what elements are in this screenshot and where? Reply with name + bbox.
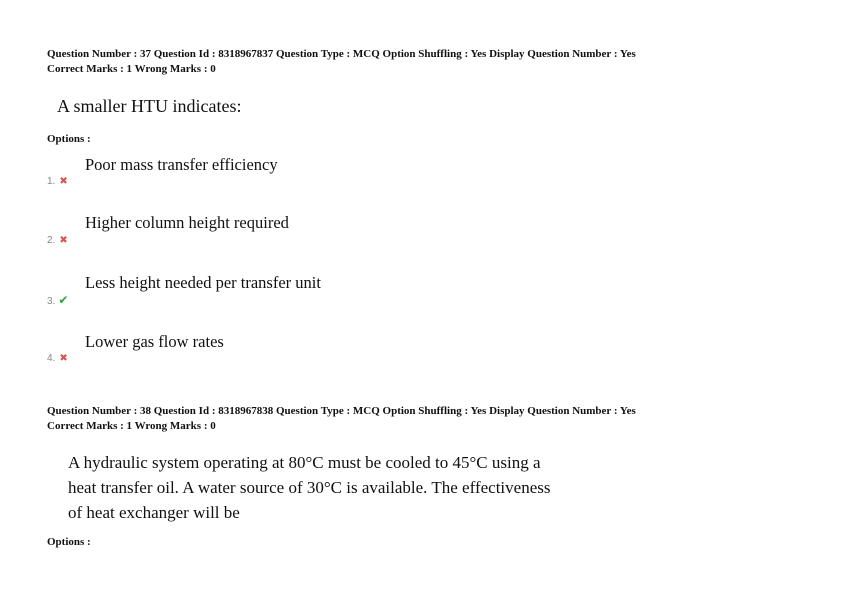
question-38-options-label: Options : (47, 536, 91, 548)
option-4-text: Lower gas flow rates (85, 332, 224, 351)
cross-icon: ✖ (59, 353, 68, 364)
option-4-marker (47, 353, 68, 364)
question-37-text: A smaller HTU indicates: (57, 96, 242, 116)
question-37-options-label: Options : (47, 133, 91, 145)
question-38-meta (47, 404, 636, 434)
option-4-number: 4. (47, 353, 56, 364)
question-38-line-1: A hydraulic system operating at 80°C must be cooled to 45°C using a (68, 453, 541, 472)
question-37-meta (47, 47, 636, 77)
question-38-line-2: heat transfer oil. A water source of 30°C is available. The effectiveness (68, 478, 551, 497)
option-2-marker (47, 235, 68, 246)
cross-icon: ✖ (59, 176, 68, 187)
option-2-number: 2. (47, 235, 56, 246)
question-38-text (68, 450, 550, 525)
question-37-header: Question Number : 37 Question Id : 8318967837 Question Type : MCQ Option Shuffling : Yes Display Question Number : Yes (47, 48, 636, 60)
option-2-text: Higher column height required (85, 213, 289, 232)
question-38-line-3: of heat exchanger will be (68, 503, 240, 522)
option-1-text: Poor mass transfer efficiency (85, 155, 278, 174)
option-3-marker (47, 293, 68, 307)
option-1-marker (47, 176, 68, 187)
question-38-header: Question Number : 38 Question Id : 8318967838 Question Type : MCQ Option Shuffling : Yes Display Question Number : Yes (47, 405, 636, 417)
option-3-text: Less height needed per transfer unit (85, 273, 321, 292)
cross-icon: ✖ (59, 235, 68, 246)
question-38-marks: Correct Marks : 1 Wrong Marks : 0 (47, 420, 216, 432)
question-37-marks: Correct Marks : 1 Wrong Marks : 0 (47, 63, 216, 75)
check-icon: ✔ (58, 293, 69, 307)
option-3-number: 3. (47, 296, 56, 307)
option-1-number: 1. (47, 176, 56, 187)
